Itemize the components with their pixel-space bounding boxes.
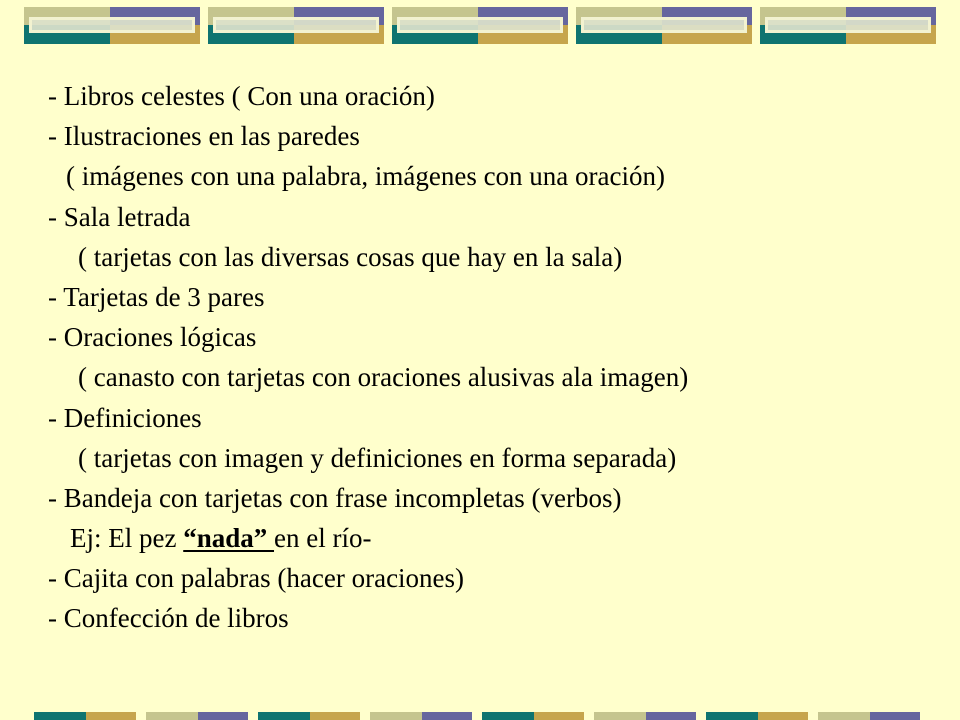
list-item-libros-celestes: - Libros celestes ( Con una oración) — [48, 81, 435, 111]
list-item-ilustraciones: - Ilustraciones en las paredes — [48, 121, 360, 152]
decorative-block — [576, 7, 752, 44]
list-item-example — [48, 518, 948, 558]
example-emphasis: “nada” — [183, 523, 275, 554]
list-item-tarjetas-pares: - Tarjetas de 3 pares — [48, 281, 265, 312]
list-item-detail-definiciones: ( tarjetas con imagen y definiciones en forma separada) — [78, 442, 677, 473]
list-item-bandeja: - Bandeja con tarjetas con frase incompletas (verbos) — [48, 482, 622, 513]
list-item-confeccion: - Confección de libros — [48, 603, 289, 634]
decorative-block — [392, 7, 568, 44]
list-item-detail-oraciones-logicas: ( canasto con tarjetas con oraciones alusivas ala imagen) — [78, 362, 689, 393]
list-item-detail-ilustraciones: ( imágenes con una palabra, imágenes con una oración) — [66, 161, 665, 192]
decorative-block — [24, 7, 200, 44]
list-item-cajita: - Cajita con palabras (hacer oraciones) — [48, 563, 465, 594]
list-item-definiciones: - Definiciones — [48, 402, 202, 433]
top-decorative-banner — [0, 0, 960, 48]
list-item-sala-letrada: - Sala letrada — [48, 201, 191, 232]
decorative-block — [208, 7, 384, 44]
decorative-block — [760, 7, 936, 44]
list-item-oraciones-logicas: - Oraciones lógicas — [48, 322, 257, 353]
bottom-decorative-strip — [0, 712, 960, 720]
example-suffix: en el río- — [274, 523, 372, 554]
list-item-detail-sala-letrada: ( tarjetas con las diversas cosas que hay en la sala) — [78, 241, 623, 272]
slide-body — [48, 76, 948, 639]
example-prefix: Ej: El pez — [70, 523, 184, 554]
